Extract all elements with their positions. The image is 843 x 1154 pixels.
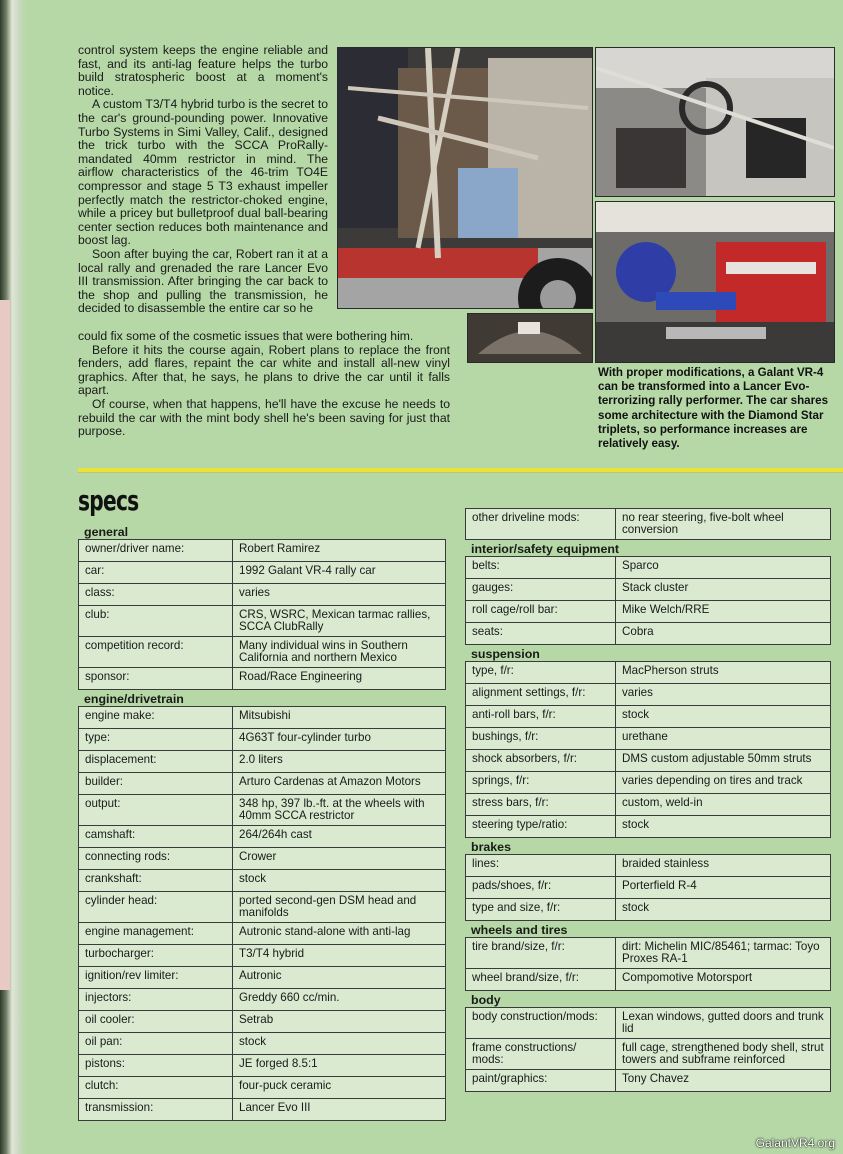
spec-row: [465, 749, 831, 772]
spec-value: 4G63T four-cylinder turbo: [239, 731, 371, 744]
spec-label: other driveline mods:: [466, 509, 616, 539]
spec-label: steering type/ratio:: [466, 816, 616, 837]
spec-row: [465, 622, 831, 645]
spec-value: Arturo Cardenas at Amazon Motors: [239, 775, 421, 788]
spec-value: CRS, WSRC, Mexican tarmac rallies, SCCA ClubRally: [239, 608, 431, 633]
spec-row: [78, 750, 446, 773]
spec-label: club:: [79, 606, 233, 636]
spec-value: 2.0 liters: [239, 753, 283, 766]
spec-value: DMS custom adjustable 50mm struts: [622, 752, 812, 765]
spec-label: type and size, f/r:: [466, 899, 616, 920]
spec-row: [465, 898, 831, 921]
spec-label: output:: [79, 795, 233, 825]
spec-row: [465, 1069, 831, 1092]
spec-row: [78, 891, 446, 923]
spec-label: camshaft:: [79, 826, 233, 847]
spec-value: Greddy 660 cc/min.: [239, 991, 340, 1004]
spec-value: full cage, strengthened body shell, strut towers and subframe reinforced: [622, 1041, 824, 1066]
spec-value: Sparco: [622, 559, 659, 572]
spec-row: [78, 1032, 446, 1055]
spec-label: stress bars, f/r:: [466, 794, 616, 815]
spec-value: Lancer Evo III: [239, 1101, 311, 1114]
spec-value: urethane: [622, 730, 668, 743]
spec-row: [78, 728, 446, 751]
spec-value: varies: [239, 586, 270, 599]
spec-label: ignition/rev limiter:: [79, 967, 233, 988]
spec-label: anti-roll bars, f/r:: [466, 706, 616, 727]
engine-bay-photo: [595, 201, 835, 363]
spec-label: sponsor:: [79, 668, 233, 689]
spec-label: crankshaft:: [79, 870, 233, 891]
spec-label: owner/driver name:: [79, 540, 233, 561]
spec-value: Many individual wins in Southern California and northern Mexico: [239, 639, 408, 664]
spine-accent: [0, 300, 10, 990]
spec-row: [78, 539, 446, 562]
spec-value: Cobra: [622, 625, 654, 638]
interior-rollcage-photo: [337, 47, 593, 309]
spec-value: varies: [622, 686, 653, 699]
spec-row: [78, 1076, 446, 1099]
spec-value: T3/T4 hybrid: [239, 947, 305, 960]
spec-label: type:: [79, 729, 233, 750]
spec-label: alignment settings, f/r:: [466, 684, 616, 705]
spec-label: oil cooler:: [79, 1011, 233, 1032]
spec-value: varies depending on tires and track: [622, 774, 803, 787]
spec-row: [78, 583, 446, 606]
spec-row: [78, 706, 446, 729]
spec-label: injectors:: [79, 989, 233, 1010]
spec-row: [465, 508, 831, 540]
photo-caption: With proper modifications, a Galant VR-4 can be transformed into a Lancer Evo-terrorizing rally performer. The car shares some architecture with the Diamond Star triplets, so performance increases are relatively easy.: [598, 366, 829, 451]
spec-value: Porterfield R-4: [622, 879, 697, 892]
spec-label: gauges:: [466, 579, 616, 600]
spec-label: clutch:: [79, 1077, 233, 1098]
article-column: [78, 44, 328, 316]
spec-label: type, f/r:: [466, 662, 616, 683]
spec-row: [78, 847, 446, 870]
spec-row: [465, 661, 831, 684]
spec-label: belts:: [466, 557, 616, 578]
spec-label: car:: [79, 562, 233, 583]
spec-value: Crower: [239, 850, 277, 863]
spec-row: [78, 667, 446, 690]
spec-row: [78, 922, 446, 945]
spec-label: frame constructions/ mods:: [466, 1039, 616, 1069]
spec-row: [78, 794, 446, 826]
cockpit-photo: [595, 47, 835, 197]
spec-value: stock: [239, 872, 267, 885]
spec-value: dirt: Michelin MIC/85461; tarmac: Toyo Proxes RA-1: [622, 940, 820, 965]
spec-row: [465, 937, 831, 969]
spec-row: [78, 869, 446, 892]
spec-label: seats:: [466, 623, 616, 644]
spec-value: custom, weld-in: [622, 796, 703, 809]
spec-row: [78, 561, 446, 584]
spec-value: Lexan windows, gutted doors and trunk lid: [622, 1010, 824, 1035]
spec-section-title: brakes: [471, 840, 511, 854]
spec-value: Compomotive Motorsport: [622, 971, 753, 984]
spec-label: class:: [79, 584, 233, 605]
article-paragraph: control system keeps the engine reliable and fast, and its anti-lag feature helps the turbo build stratospheric boost at a moment's notice.: [78, 43, 328, 98]
spec-section-title: general: [84, 525, 129, 539]
spec-section-title: engine/drivetrain: [84, 692, 184, 706]
spec-value: Mike Welch/RRE: [622, 603, 710, 616]
section-divider-shadow: [78, 472, 843, 473]
spec-label: roll cage/roll bar:: [466, 601, 616, 622]
spec-value: 348 hp, 397 lb.-ft. at the wheels with 40mm SCCA restrictor: [239, 797, 425, 822]
spec-label: paint/graphics:: [466, 1070, 616, 1091]
spec-label: pads/shoes, f/r:: [466, 877, 616, 898]
spec-label: shock absorbers, f/r:: [466, 750, 616, 771]
spec-value: Mitsubishi: [239, 709, 291, 722]
spec-label: transmission:: [79, 1099, 233, 1120]
spec-row: [78, 825, 446, 848]
spec-label: wheel brand/size, f/r:: [466, 969, 616, 990]
spec-label: turbocharger:: [79, 945, 233, 966]
spec-value: MacPherson struts: [622, 664, 719, 677]
spec-row: [465, 968, 831, 991]
spec-row: [465, 727, 831, 750]
spec-row: [465, 876, 831, 899]
spec-row: [78, 1054, 446, 1077]
spec-value: 1992 Galant VR-4 rally car: [239, 564, 376, 577]
spec-row: [78, 966, 446, 989]
spec-label: cylinder head:: [79, 892, 233, 922]
spec-section-title: wheels and tires: [471, 923, 568, 937]
watermark: GalantVR4.org: [755, 1136, 835, 1150]
spec-section-title: body: [471, 993, 501, 1007]
spec-row: [78, 1098, 446, 1121]
spec-value: stock: [622, 708, 650, 721]
spec-value: Autronic stand-alone with anti-lag: [239, 925, 411, 938]
spec-row: [78, 772, 446, 795]
article-wide-text: [78, 330, 450, 439]
spec-label: bushings, f/r:: [466, 728, 616, 749]
spec-section-title: interior/safety equipment: [471, 542, 620, 556]
spec-label: displacement:: [79, 751, 233, 772]
spec-label: pistons:: [79, 1055, 233, 1076]
spec-row: [78, 988, 446, 1011]
spec-value: Stack cluster: [622, 581, 689, 594]
spec-label: body construction/mods:: [466, 1008, 616, 1038]
spec-label: oil pan:: [79, 1033, 233, 1054]
article-paragraph: A custom T3/T4 hybrid turbo is the secret to the car's ground-pounding power. Innovative Turbo Systems in Simi Valley, Calif., designed the trick turbo with the SCCA ProRally-mandated 40mm restrictor in mind. The airflow characteristics of the 46-trim TO4E compressor and stage 5 T3 exhaust impeller perfectly match the restrictor-choked engine, while a pricey but bulletproof dual ball-bearing center section reduces both maintenance and boost lag.: [78, 97, 328, 248]
spec-row: [465, 705, 831, 728]
spec-section-title: suspension: [471, 647, 540, 661]
spec-value: Setrab: [239, 1013, 274, 1026]
article-paragraph: Before it hits the course again, Robert plans to replace the front fenders, add flares, repaint the car white and install all-new vinyl graphics. After that, he says, he plans to drive the car until it falls apart.: [78, 342, 450, 398]
spec-value: Road/Race Engineering: [239, 670, 363, 683]
spec-value: JE forged 8.5:1: [239, 1057, 318, 1070]
spec-value: no rear steering, five-bolt wheel conversion: [622, 511, 784, 536]
spec-row: [78, 636, 446, 668]
spec-value: 264/264h cast: [239, 828, 312, 841]
spec-label: connecting rods:: [79, 848, 233, 869]
specs-right-column: [465, 509, 831, 1092]
spec-row: [465, 793, 831, 816]
spec-value: stock: [622, 901, 650, 914]
spec-label: engine make:: [79, 707, 233, 728]
article-paragraph: could fix some of the cosmetic issues that were bothering him.: [78, 329, 414, 343]
spec-row: [465, 600, 831, 623]
spec-row: [465, 771, 831, 794]
spec-label: lines:: [466, 855, 616, 876]
spec-row: [78, 1010, 446, 1033]
spec-row: [78, 944, 446, 967]
spec-row: [465, 1007, 831, 1039]
spec-label: builder:: [79, 773, 233, 794]
spec-label: engine management:: [79, 923, 233, 944]
spec-row: [465, 683, 831, 706]
spec-label: competition record:: [79, 637, 233, 667]
spec-value: stock: [239, 1035, 267, 1048]
spec-value: braided stainless: [622, 857, 710, 870]
spec-value: Tony Chavez: [622, 1072, 690, 1085]
spec-label: tire brand/size, f/r:: [466, 938, 616, 968]
spec-value: stock: [622, 818, 650, 831]
spec-row: [465, 556, 831, 579]
specs-left-column: [78, 523, 446, 1121]
spec-value: four-puck ceramic: [239, 1079, 332, 1092]
spec-value: Autronic: [239, 969, 282, 982]
spec-row: [465, 578, 831, 601]
spec-row: [465, 1038, 831, 1070]
spec-value: ported second-gen DSM head and manifolds: [239, 894, 417, 919]
specs-heading: specs: [78, 484, 139, 517]
spec-row: [465, 815, 831, 838]
spec-value: Robert Ramirez: [239, 542, 321, 555]
spec-label: springs, f/r:: [466, 772, 616, 793]
differential-photo: [467, 313, 593, 363]
article-paragraph: Of course, when that happens, he'll have the excuse he needs to rebuild the car with the mint body shell he's been saving for just that purpose.: [78, 396, 450, 439]
spec-row: [465, 854, 831, 877]
spec-row: [78, 605, 446, 637]
article-paragraph: Soon after buying the car, Robert ran it at a local rally and grenaded the rare Lancer Evo III transmission. After bringing the car back to the shop and pulling the transmission, he decided to disassemble the entire car so he: [78, 246, 328, 316]
